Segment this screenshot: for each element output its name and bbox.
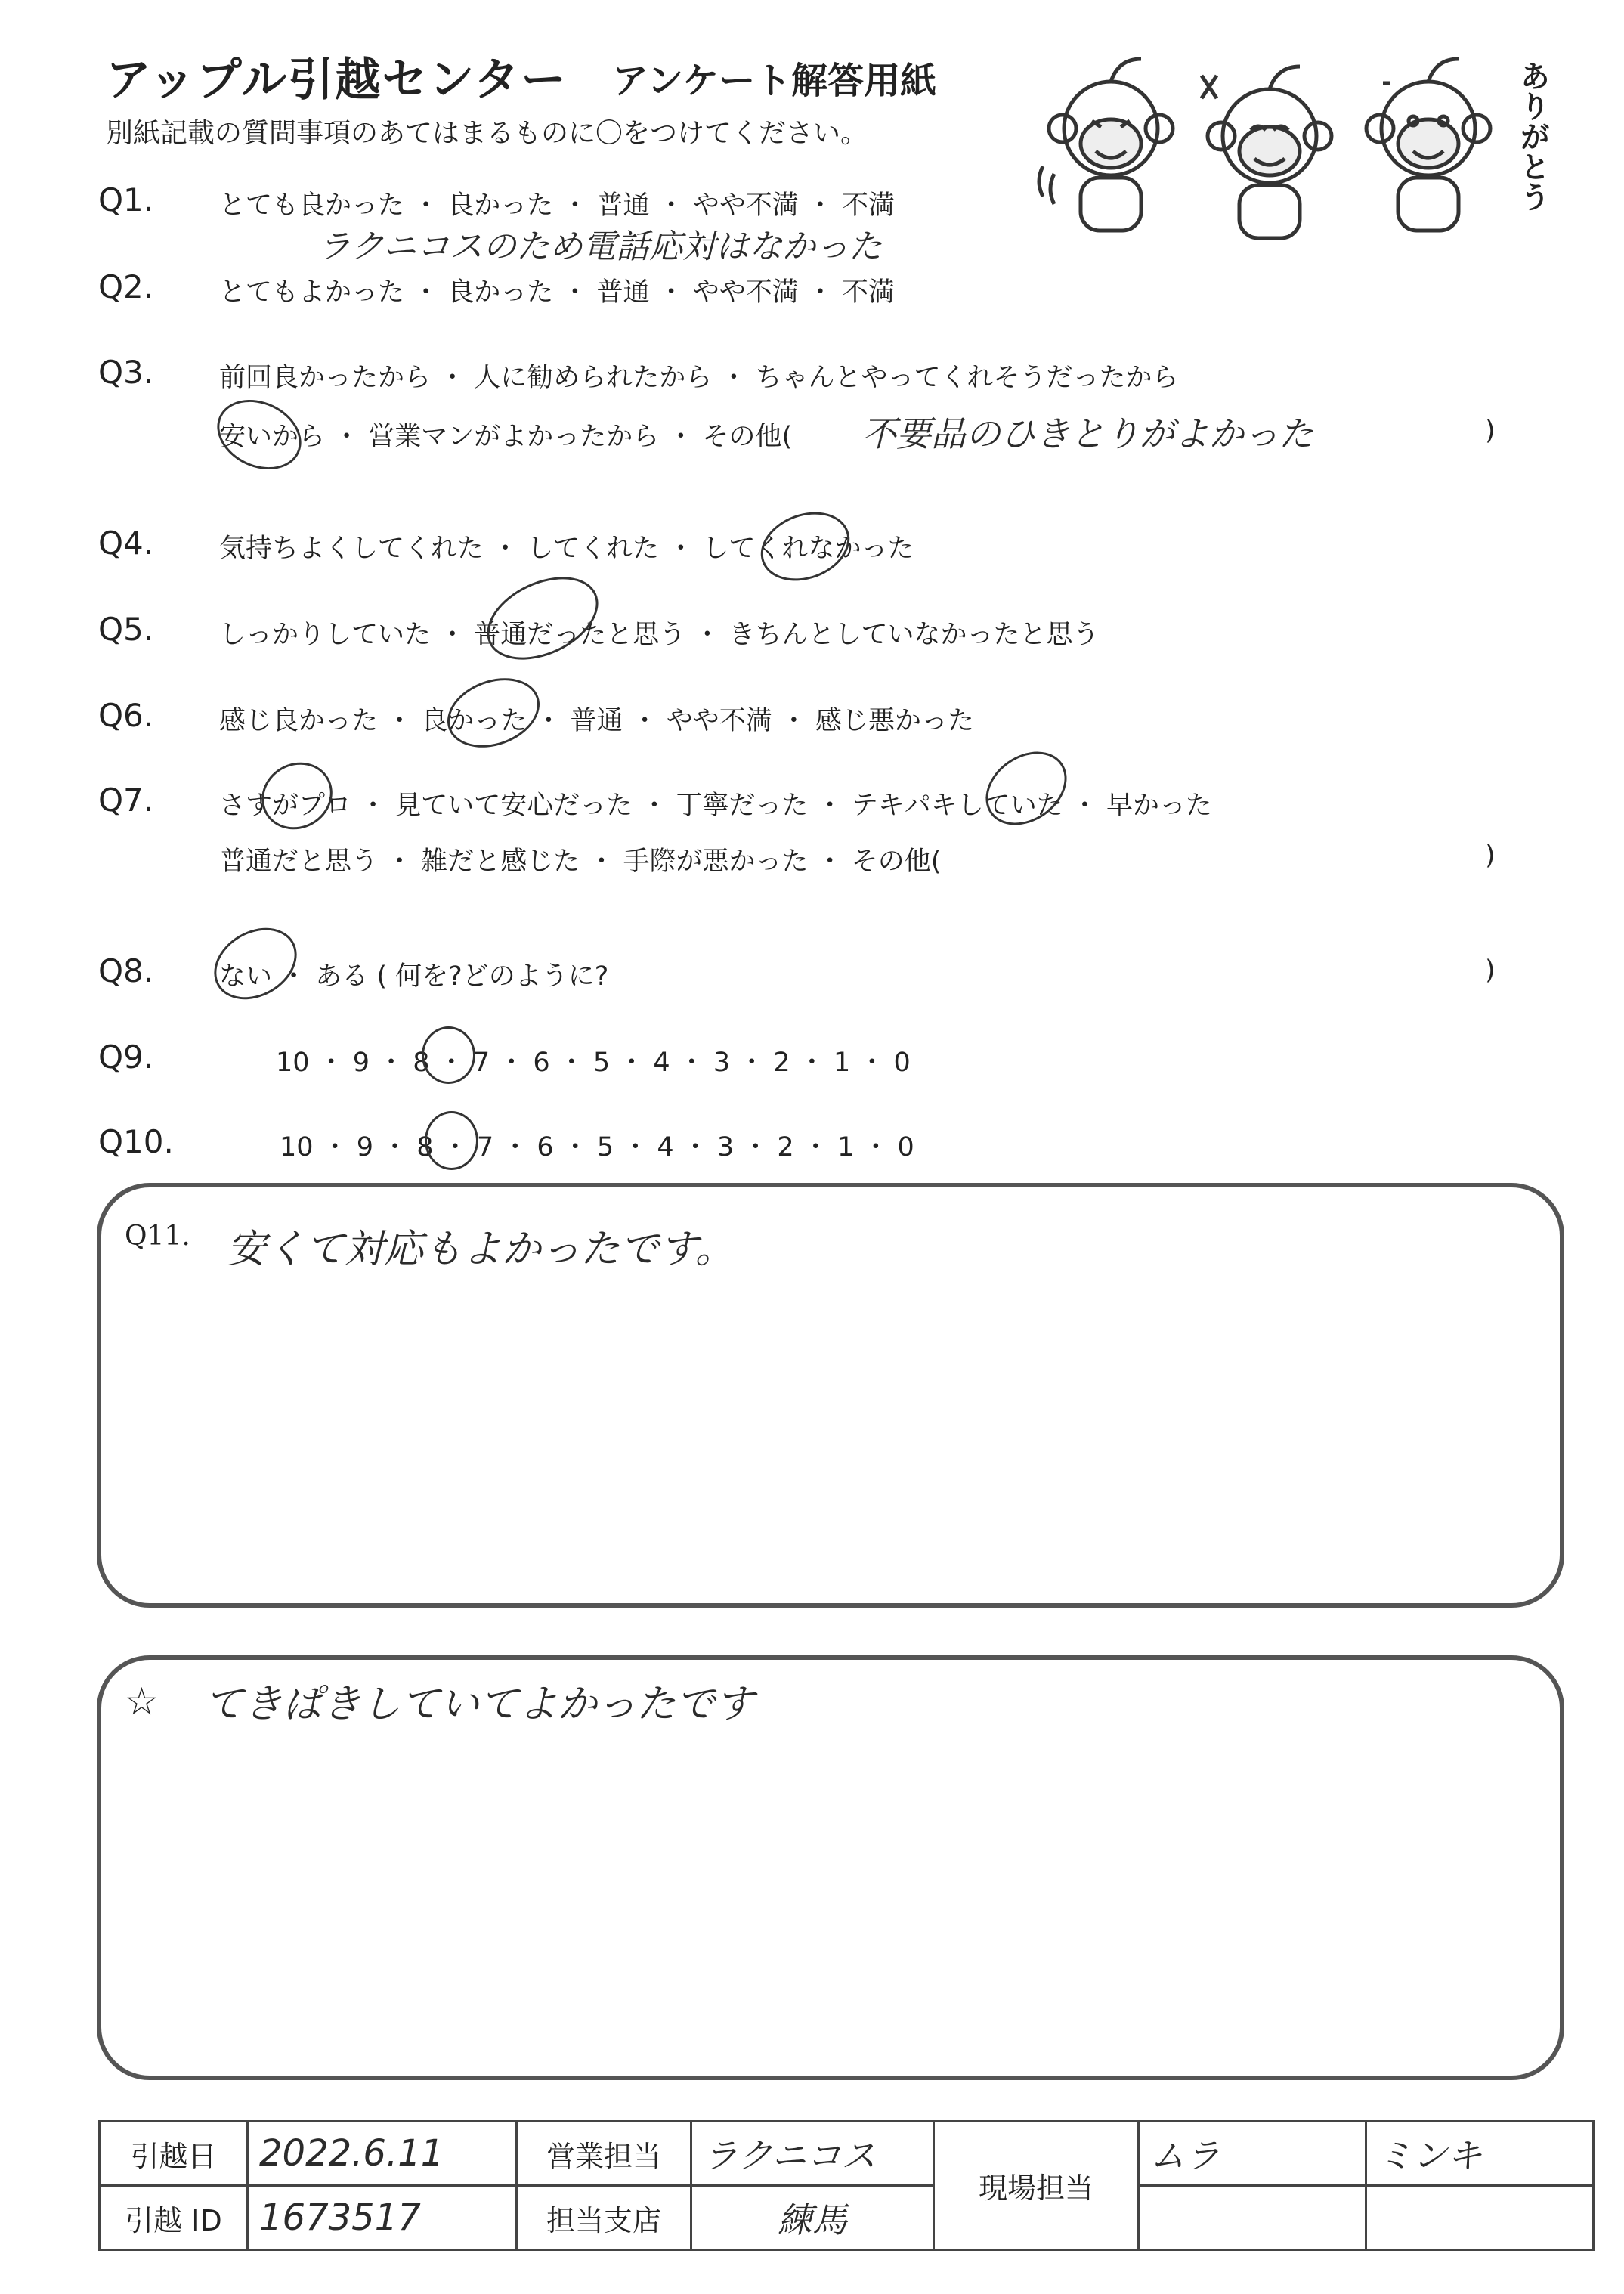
q10-answer-circle [425, 1111, 478, 1170]
sales-value: ラクニコス [691, 2122, 934, 2186]
q8-close-paren: ) [1485, 955, 1496, 986]
monkey-mascots-icon [1028, 45, 1511, 249]
star-mark: ☆ [125, 1679, 159, 1723]
site-staff-empty-1 [1139, 2186, 1366, 2250]
q8-answer-circle [201, 914, 309, 1014]
sales-label: 営業担当 [517, 2122, 691, 2186]
q5-options: しっかりしていた ・ 普通だったと思う ・ きちんとしていなかったと思う [219, 620, 1100, 650]
mascot-illustration [1028, 45, 1542, 249]
move-date-value: 2022.6.11 [248, 2122, 517, 2186]
q4-answer-circle [751, 500, 859, 593]
thanks-text: ありがとう [1515, 60, 1550, 212]
q11-answer-text: 安くて対応もよかったです。 [227, 1227, 735, 1272]
q6-label: Q6. [98, 697, 154, 734]
q4-options: 気持ちよくしてくれた ・ してくれた ・ してくれなかった [219, 534, 914, 564]
q1-label: Q1. [98, 181, 154, 218]
move-date-label: 引越日 [100, 2122, 248, 2186]
q10-scale: 10 ・ 9 ・ 8 ・ 7 ・ 6 ・ 5 ・ 4 ・ 3 ・ 2 ・ 1 ・ 0 [280, 1132, 914, 1162]
q7-answer-circle-2 [972, 737, 1081, 841]
move-id-value: 1673517 [248, 2186, 517, 2250]
footer-info-table [98, 2120, 1595, 2251]
q9-scale: 10 ・ 9 ・ 8 ・ 7 ・ 6 ・ 5 ・ 4 ・ 3 ・ 2 ・ 1 ・ 0 [276, 1048, 911, 1078]
comment-text: てきぱきしていてよかったです [204, 1682, 755, 1727]
q3-answer-circle [206, 387, 312, 483]
q3-close-paren: ) [1485, 416, 1496, 446]
branch-value: 練馬 [691, 2186, 934, 2250]
q1-handwritten-note: ラクニコスのため電話応対はなかった [317, 228, 883, 266]
q3-label: Q3. [98, 354, 154, 391]
q6-options: 感じ良かった ・ 良かった ・ 普通 ・ やや不満 ・ 感じ悪かった [219, 706, 975, 736]
q10-label: Q10. [98, 1123, 174, 1160]
q6-answer-circle [438, 666, 549, 760]
site-staff-2: ミンキ [1366, 2122, 1594, 2186]
move-id-label: 引越 ID [100, 2186, 248, 2250]
instruction-text: 別紙記載の質問事項のあてはまるものに〇をつけてください。 [106, 118, 868, 149]
q5-label: Q5. [98, 611, 154, 648]
q4-label: Q4. [98, 525, 154, 562]
q5-answer-circle [474, 561, 611, 676]
q7-label: Q7. [98, 782, 154, 819]
q7-answer-circle-1 [249, 750, 345, 842]
q2-options: とてもよかった ・ 良かった ・ 普通 ・ やや不満 ・ 不満 [219, 277, 896, 308]
site-staff-empty-2 [1366, 2186, 1594, 2250]
q3-options-line2: 安いから ・ 営業マンがよかったから ・ その他( [219, 422, 793, 452]
site-staff-1: ムラ [1139, 2122, 1366, 2186]
branch-label: 担当支店 [517, 2186, 691, 2250]
form-subtitle: アンケート解答用紙 [612, 60, 937, 102]
q8-label: Q8. [98, 952, 154, 989]
q11-label: Q11. [125, 1221, 190, 1252]
q7-close-paren: ) [1485, 841, 1496, 871]
q3-options-line1: 前回良かったから ・ 人に勧められたから ・ ちゃんとやってくれそうだったから [219, 363, 1179, 393]
site-staff-label: 現場担当 [934, 2122, 1139, 2250]
q3-other-answer: 不要品のひきとりがよかった [861, 413, 1313, 454]
q2-label: Q2. [98, 268, 154, 305]
q7-options-line2: 普通だと思う ・ 雑だと感じた ・ 手際が悪かった ・ その他( [219, 847, 942, 877]
q8-options: ない ・ ある ( 何を?どのように? [219, 961, 609, 992]
form-title: アップル引越センター [106, 54, 568, 107]
q9-answer-circle [422, 1026, 475, 1084]
q9-label: Q9. [98, 1039, 154, 1076]
q1-options: とても良かった ・ 良かった ・ 普通 ・ やや不満 ・ 不満 [219, 190, 896, 221]
q7-options-line1: さすがプロ ・ 見ていて安心だった ・ 丁寧だった ・ テキパキしていた ・ 早かった [219, 791, 1213, 821]
